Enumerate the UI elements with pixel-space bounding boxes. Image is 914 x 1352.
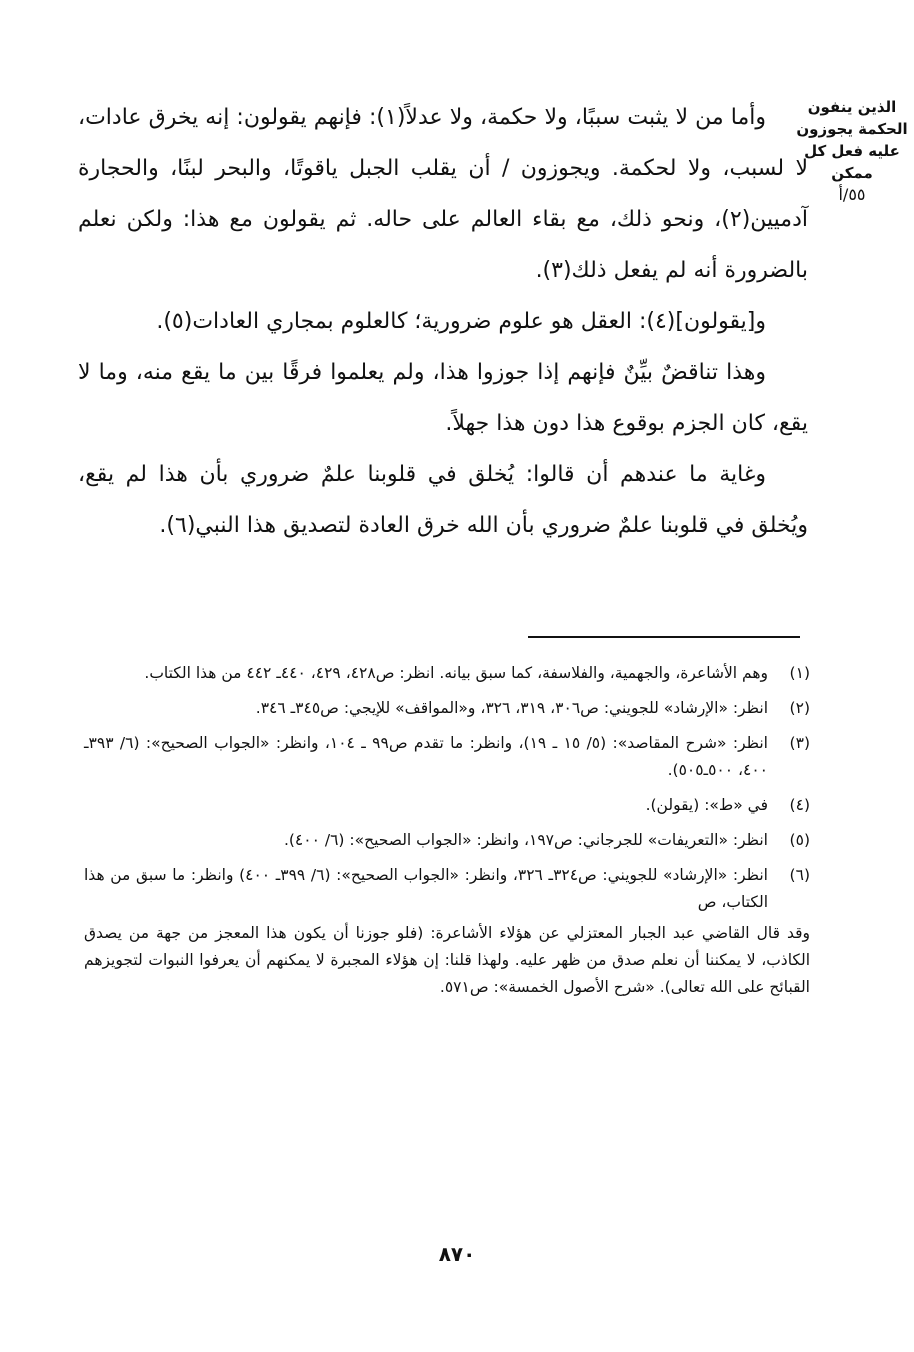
footnote	[84, 695, 810, 722]
paragraph: وهذا تناقضٌ بيِّنٌ فإنهم إذا جوزوا هذا، ولم يعلموا فرقًا بين ما يقع منه، وما لا يقع، كان الجزم بوقوع هذا دون هذا جهلاً.	[78, 360, 808, 436]
footnote-text: انظر: «الإرشاد» للجويني: ص٣٢٤ـ ٣٢٦، وانظر: «الجواب الصحيح»: (٦/ ٣٩٩ـ ٤٠٠) وانظر: ما سبق من هذا الكتاب، ص	[84, 866, 768, 911]
footnote-text: وهم الأشاعرة، والجهمية، والفلاسفة، كما سبق بيانه. انظر: ص٤٢٨، ٤٢٩، ٤٤٠ـ ٤٤٢ من هذا الكتاب.	[144, 664, 768, 682]
footnote-text: في «ط»: (يقولن).	[645, 796, 768, 814]
margin-note-line: الحكمة يجوزون	[796, 120, 908, 138]
footnote-text: انظر: «التعريفات» للجرجاني: ص١٩٧، وانظر: «الجواب الصحيح»: (٦/ ٤٠٠).	[283, 831, 768, 849]
manuscript-folio-ref: ٥٥/أ	[838, 185, 866, 204]
footnote-number: (٦)	[789, 866, 810, 884]
paragraph: وأما من لا يثبت سببًا، ولا حكمة، ولا عدلاً(١): فإنهم يقولون: إنه يخرق عادات، لا لسبب، ولا لحكمة. ويجوزون / أن يقلب الجبل ياقوتًا، والبحر لبنًا، والحجارة آدميين(٢)، ونحو ذلك، مع بقاء العالم على حاله. ثم يقولون مع هذا: ولكن نعلم بالضرورة أنه لم يفعل ذلك(٣).	[78, 105, 808, 283]
footnote	[84, 660, 810, 687]
margin-note-line: عليه فعل كل ممكن	[804, 142, 900, 182]
footnote-separator	[528, 636, 800, 638]
footnote-number: (٥)	[789, 831, 810, 849]
footnote	[84, 827, 810, 854]
paragraph: و[يقولون](٤): العقل هو علوم ضرورية؛ كالعلوم بمجاري العادات(٥).	[156, 309, 766, 334]
footnote-number: (٤)	[789, 796, 810, 814]
footnote-number: (١)	[789, 664, 810, 682]
footnote-text: انظر: «الإرشاد» للجويني: ص٣٠٦، ٣١٩، ٣٢٦، و«المواقف» للإيجي: ص٣٤٥ـ ٣٤٦.	[255, 699, 768, 717]
margin-note	[796, 96, 908, 206]
footnote	[84, 730, 810, 784]
footnote	[84, 862, 810, 916]
margin-note-line: الذين ينفون	[807, 98, 897, 116]
footnotes	[84, 660, 810, 1001]
main-text	[78, 92, 808, 551]
footnote-number: (٢)	[789, 699, 810, 717]
footnote	[84, 792, 810, 819]
footnote-text: انظر: «شرح المقاصد»: (٥/ ١٥ ـ ١٩)، وانظر: ما تقدم ص٩٩ ـ ١٠٤، وانظر: «الجواب الصحيح»: (٦/ ٣٩٣ـ ٤٠٠، ٥٠٠ـ٥٠٥).	[84, 734, 768, 779]
footnote-number: (٣)	[789, 734, 810, 752]
page-number: ٨٧٠	[438, 1242, 476, 1266]
footnote-quote: وقد قال القاضي عبد الجبار المعتزلي عن هؤلاء الأشاعرة: (فلو جوزنا أن يكون هذا المعجز من جهة من يصدق الكاذب، لا يمكننا أن نعلم صدق من ظهر عليه. ولهذا قلنا: إن هؤلاء المجبرة لا يمكنهم أن يعرفوا النبوات لتجويزهم القبائح على الله تعالى). «شرح الأصول الخمسة»: ص٥٧١.	[84, 924, 810, 996]
paragraph: وغاية ما عندهم أن قالوا: يُخلق في قلوبنا علمٌ ضروري بأن هذا لم يقع، ويُخلق في قلوبنا علمٌ ضروري بأن الله خرق العادة لتصديق هذا النبي(٦).	[78, 462, 808, 538]
